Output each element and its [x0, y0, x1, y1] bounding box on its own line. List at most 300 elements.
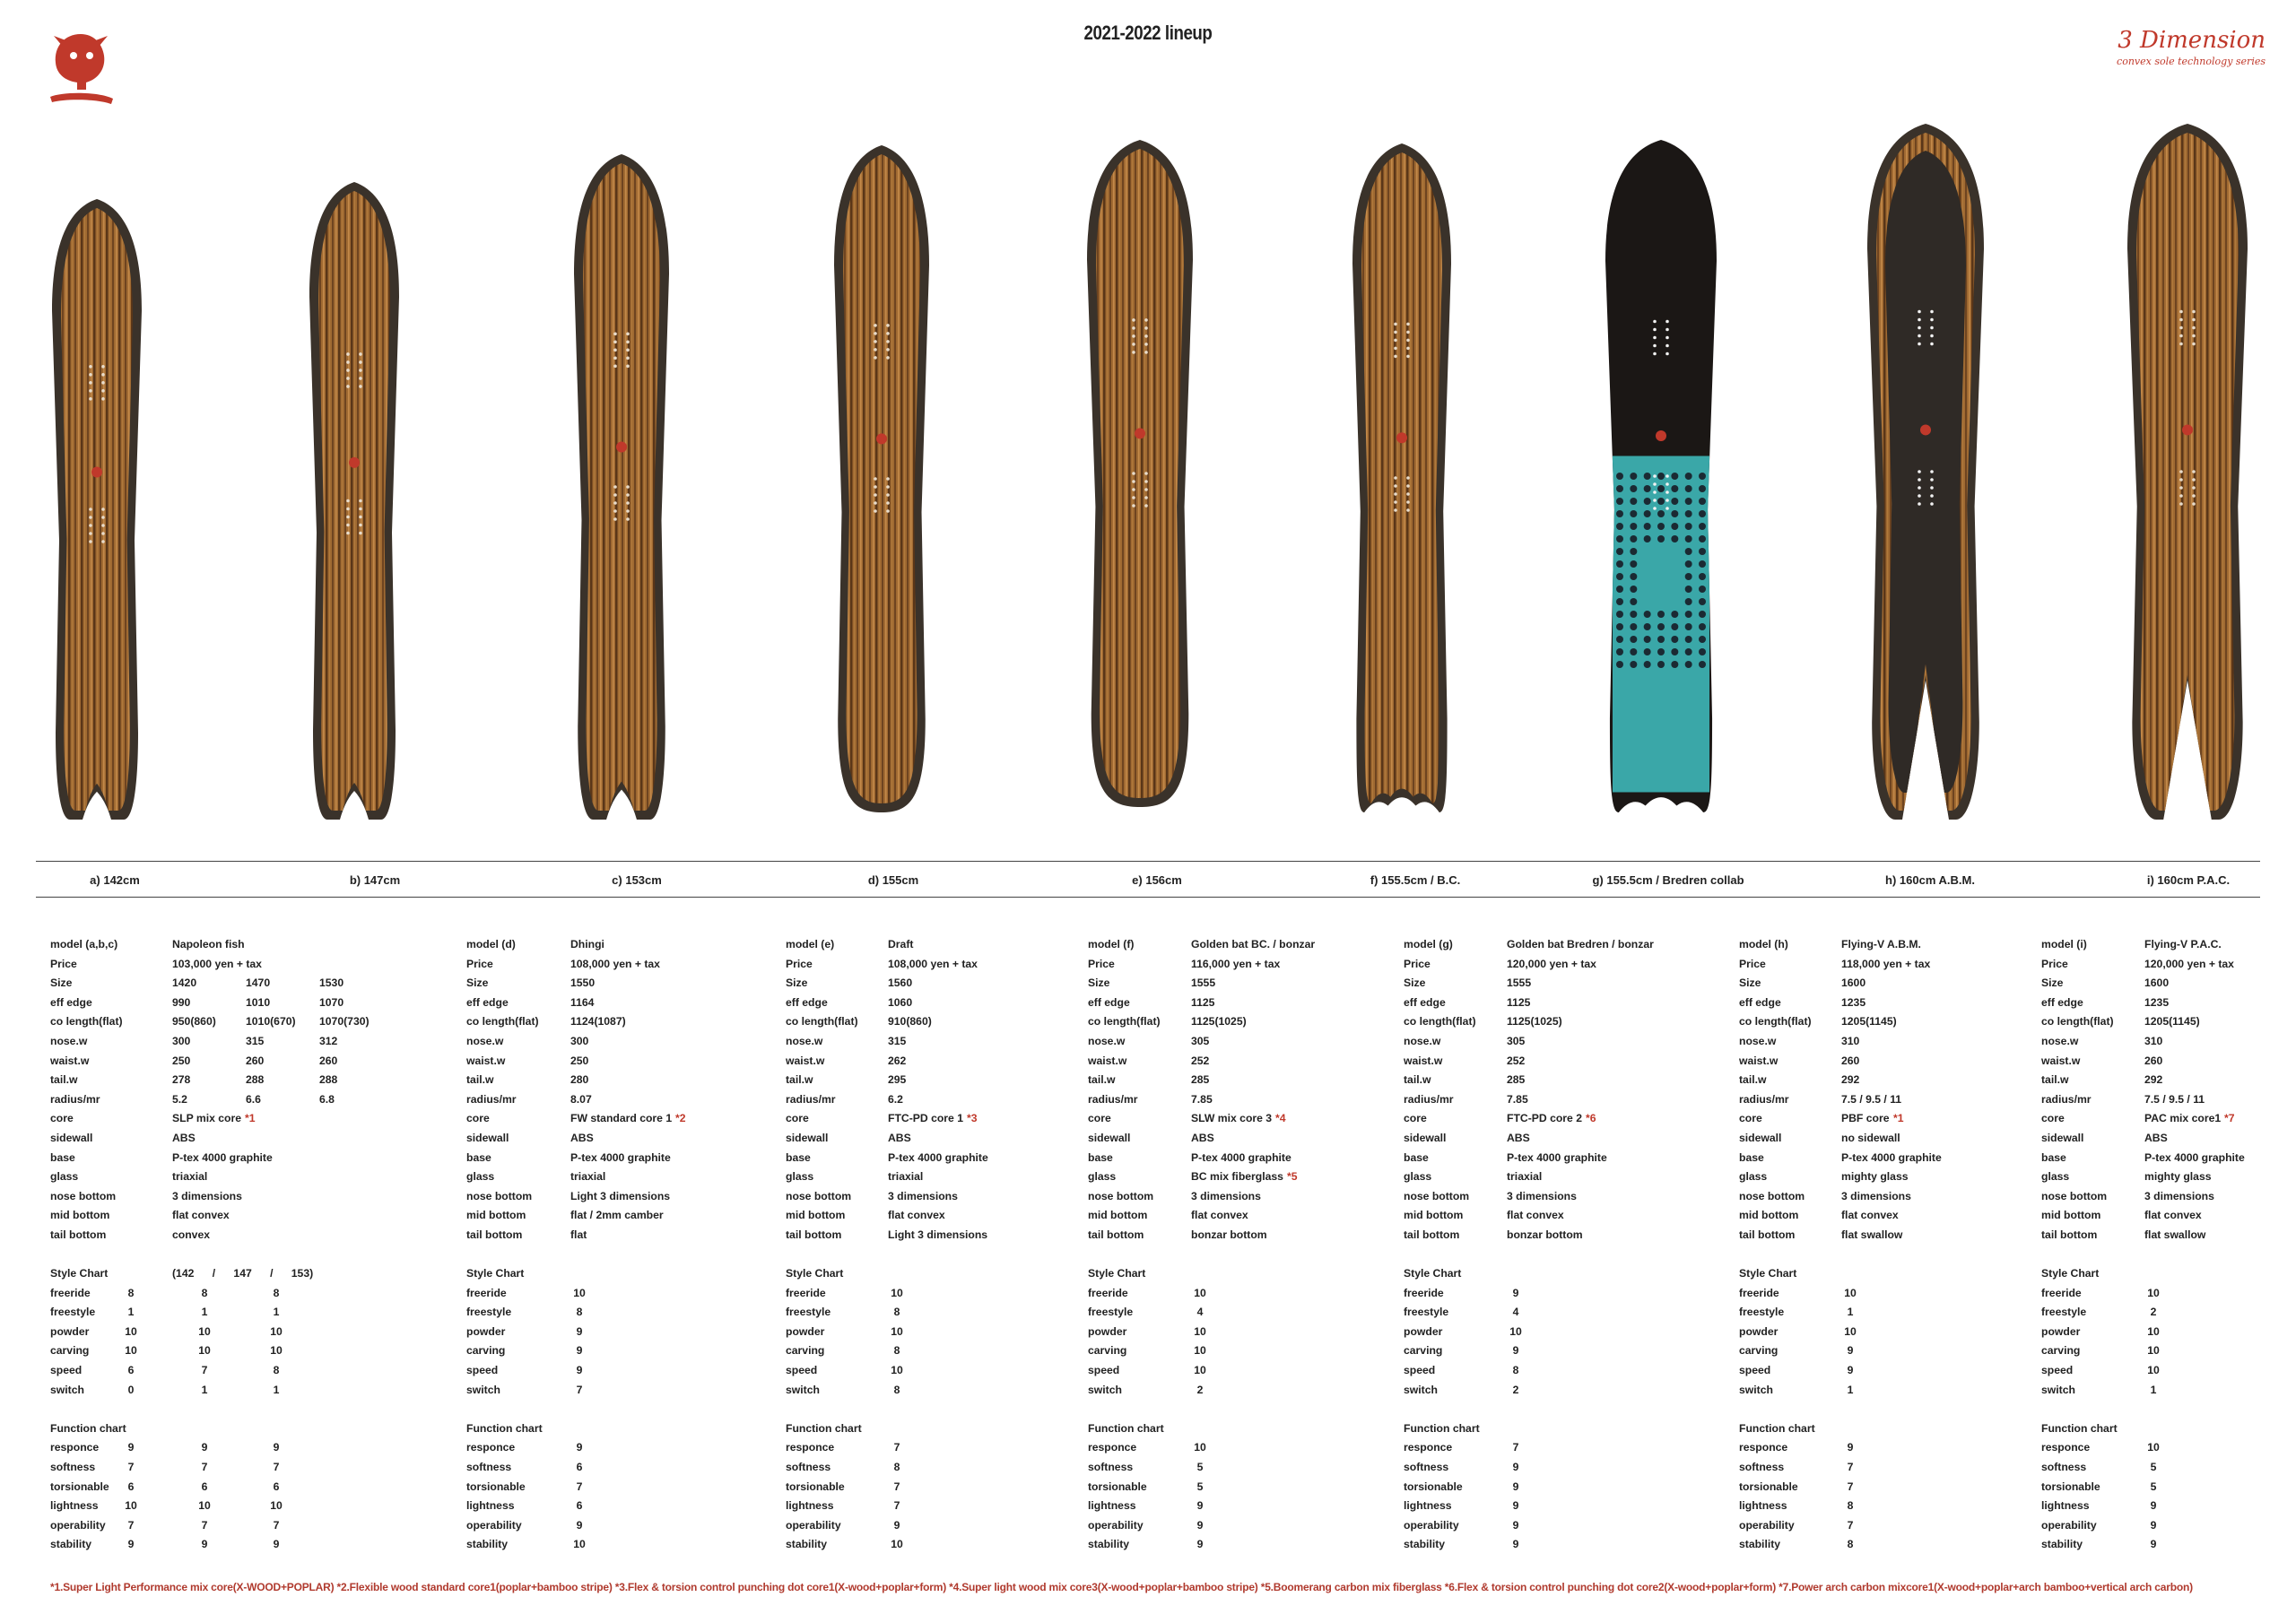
function-row	[50, 1516, 409, 1536]
chart-key: carving	[1404, 1344, 1443, 1358]
spec-row	[1088, 955, 1357, 975]
spec-row	[466, 1187, 735, 1207]
chart-value: 1	[1847, 1383, 1854, 1396]
chart-value: 10	[2147, 1364, 2160, 1377]
style-row	[1739, 1341, 2008, 1361]
spec-key: glass	[50, 1170, 79, 1184]
model-name: Dhingi	[570, 938, 604, 950]
spec-value: 6.2	[888, 1092, 903, 1106]
spec-row	[786, 1090, 1055, 1110]
chart-key: freestyle	[1739, 1306, 1785, 1319]
spec-key: nose.w	[1739, 1034, 1777, 1047]
chart-value: 10	[1194, 1324, 1206, 1338]
spec-value: 1010(670)	[246, 1015, 296, 1028]
function-row	[1088, 1438, 1357, 1458]
chart-key: freestyle	[2041, 1306, 2087, 1319]
spec-value: flat convex	[1841, 1209, 1899, 1222]
spec-value: PBF core	[1841, 1112, 1890, 1125]
chart-value: 10	[891, 1324, 903, 1338]
chart-key: torsionable	[786, 1480, 845, 1493]
snowboard-f	[1352, 143, 1451, 812]
spec-value: 1205(1145)	[1841, 1015, 1897, 1028]
chart-value: 9	[576, 1441, 583, 1454]
function-row	[50, 1458, 409, 1478]
model-label: model (g)	[1404, 938, 1453, 950]
spec-key: co length(flat)	[50, 1015, 123, 1028]
chart-value: 7	[201, 1364, 208, 1377]
chart-key: freestyle	[466, 1306, 512, 1319]
spec-row	[50, 1012, 409, 1032]
chart-value: 9	[1196, 1518, 1204, 1532]
chart-value: 5	[1196, 1480, 1204, 1493]
style-row	[786, 1361, 1055, 1381]
function-chart-title: Function chart	[1088, 1421, 1164, 1435]
spec-row	[1088, 1206, 1357, 1226]
snowboard-i	[2127, 124, 2248, 820]
spec-key: eff edge	[786, 995, 828, 1009]
spec-row	[786, 1187, 1055, 1207]
chart-key: lightness	[1088, 1499, 1136, 1513]
spec-row	[1088, 1187, 1357, 1207]
spec-row	[1404, 955, 1673, 975]
function-chart-title: Function chart	[50, 1421, 126, 1435]
spec-key: nose bottom	[1739, 1189, 1805, 1202]
divider-bottom	[36, 897, 2260, 898]
spec-column	[2041, 935, 2296, 1555]
chart-key: freeride	[2041, 1286, 2082, 1299]
snowboard-b	[309, 182, 399, 820]
chart-value: 10	[198, 1324, 211, 1338]
model-label: model (h)	[1739, 938, 1788, 950]
spec-value: P-tex 4000 graphite	[570, 1150, 671, 1164]
spec-value: 315	[246, 1034, 265, 1047]
spec-key: mid bottom	[786, 1209, 846, 1222]
spec-row	[1739, 1071, 2008, 1090]
chart-value: 10	[1194, 1441, 1206, 1454]
function-row	[786, 1438, 1055, 1458]
spec-value: SLP mix core	[172, 1112, 241, 1125]
spec-value: mighty glass	[1841, 1170, 1909, 1184]
chart-key: lightness	[2041, 1499, 2090, 1513]
spec-row	[1739, 1012, 2008, 1032]
chart-key: switch	[1088, 1383, 1122, 1396]
spec-key: radius/mr	[1404, 1092, 1454, 1106]
spec-value: 292	[2144, 1073, 2163, 1087]
chart-value: 1	[1847, 1306, 1854, 1319]
snowboard-e	[1087, 140, 1193, 807]
spec-value: 305	[1507, 1034, 1526, 1047]
spec-key: radius/mr	[1739, 1092, 1789, 1106]
chart-value: 8	[273, 1286, 280, 1299]
spec-value: 3 dimensions	[1507, 1189, 1577, 1202]
footnote-ref: *1	[245, 1112, 256, 1125]
style-chart-header	[1739, 1264, 2008, 1284]
spec-row	[1739, 1090, 2008, 1110]
spec-row	[786, 1149, 1055, 1168]
function-row	[1739, 1458, 2008, 1478]
spec-value: 1530	[319, 976, 344, 990]
chart-value: 7	[893, 1441, 900, 1454]
function-row	[1404, 1458, 1673, 1478]
spec-key: co length(flat)	[2041, 1015, 2114, 1028]
spec-row	[786, 955, 1055, 975]
chart-key: torsionable	[2041, 1480, 2100, 1493]
spec-value: 260	[2144, 1054, 2163, 1067]
chart-value: 8	[273, 1364, 280, 1377]
chart-key: freestyle	[50, 1306, 96, 1319]
spec-value: 3 dimensions	[2144, 1189, 2214, 1202]
snowboard-h	[1867, 124, 1984, 820]
chart-key: switch	[1404, 1383, 1438, 1396]
function-row	[1739, 1438, 2008, 1458]
chart-key: freestyle	[786, 1306, 831, 1319]
chart-key: freeride	[466, 1286, 507, 1299]
spec-row	[50, 994, 409, 1013]
chart-value: 10	[1194, 1286, 1206, 1299]
spec-row	[786, 974, 1055, 994]
function-row	[1739, 1516, 2008, 1536]
divider-top	[36, 861, 2260, 862]
chart-value: 0	[127, 1383, 135, 1396]
spec-key: core	[1404, 1112, 1427, 1125]
spec-row	[50, 1206, 409, 1226]
chart-key: softness	[1404, 1461, 1449, 1474]
spec-key: mid bottom	[1088, 1209, 1148, 1222]
spec-key: radius/mr	[2041, 1092, 2092, 1106]
spec-key: waist.w	[2041, 1054, 2081, 1067]
chart-key: carving	[466, 1344, 506, 1358]
chart-key: operability	[1404, 1518, 1459, 1532]
spec-row	[2041, 1071, 2296, 1090]
spec-row	[50, 1129, 409, 1149]
style-chart-title: Style Chart	[1088, 1267, 1146, 1280]
chart-key: softness	[1739, 1461, 1785, 1474]
chart-value: 5	[1196, 1461, 1204, 1474]
spec-value: 250	[172, 1054, 191, 1067]
style-row	[2041, 1303, 2296, 1323]
spec-value: 288	[319, 1073, 338, 1087]
spec-row	[1088, 1071, 1357, 1090]
chart-key: stability	[50, 1538, 92, 1551]
chart-value: 10	[198, 1344, 211, 1358]
chart-key: lightness	[50, 1499, 99, 1513]
spec-key: nose.w	[1404, 1034, 1441, 1047]
style-row	[466, 1381, 735, 1401]
spec-row	[786, 1226, 1055, 1245]
spec-key: sidewall	[2041, 1131, 2084, 1144]
size-label: h) 160cm A.B.M.	[1885, 873, 1975, 887]
spec-row	[1404, 1187, 1673, 1207]
spec-key: co length(flat)	[1404, 1015, 1476, 1028]
spec-value: 310	[1841, 1034, 1860, 1047]
snowboard-c	[574, 154, 669, 820]
spec-key: eff edge	[2041, 995, 2083, 1009]
chart-key: freeride	[1404, 1286, 1444, 1299]
style-chart-title: Style Chart	[2041, 1267, 2100, 1280]
chart-value: 5	[2150, 1461, 2157, 1474]
spec-value: mighty glass	[2144, 1170, 2212, 1184]
spec-value: 1235	[2144, 995, 2170, 1009]
spec-row	[466, 1167, 735, 1187]
spec-row	[1739, 1226, 2008, 1245]
spec-value: 103,000 yen + tax	[172, 957, 262, 970]
chart-key: responce	[1404, 1441, 1453, 1454]
spec-row	[466, 1032, 735, 1052]
spec-value: 3 dimensions	[172, 1189, 242, 1202]
spec-value: 1555	[1191, 976, 1216, 990]
function-row	[1088, 1497, 1357, 1516]
style-row	[50, 1284, 409, 1304]
spec-value: 288	[246, 1073, 265, 1087]
spec-row	[786, 1167, 1055, 1187]
spec-value: bonzar bottom	[1191, 1228, 1267, 1241]
chart-value: 7	[273, 1518, 280, 1532]
style-chart-title: Style Chart	[466, 1267, 525, 1280]
spec-value: 260	[319, 1054, 338, 1067]
spec-row	[466, 1129, 735, 1149]
chart-value: 10	[270, 1324, 283, 1338]
spec-key: co length(flat)	[466, 1015, 539, 1028]
chart-key: freeride	[1088, 1286, 1128, 1299]
model-name: Flying-V P.A.C.	[2144, 938, 2222, 950]
spec-key: nose bottom	[1404, 1189, 1470, 1202]
spec-value: ABS	[172, 1131, 196, 1144]
chart-value: 7	[1847, 1518, 1854, 1532]
chart-value: 9	[1512, 1344, 1519, 1358]
spec-value: 260	[246, 1054, 265, 1067]
style-row	[1739, 1323, 2008, 1342]
style-row	[1404, 1303, 1673, 1323]
style-row	[50, 1381, 409, 1401]
function-row	[2041, 1478, 2296, 1497]
spec-value: 950(860)	[172, 1015, 216, 1028]
chart-value: 1	[273, 1306, 280, 1319]
chart-key: softness	[2041, 1461, 2087, 1474]
chart-value: 6	[127, 1364, 135, 1377]
chart-value: 7	[1512, 1441, 1519, 1454]
spec-key: base	[1088, 1150, 1113, 1164]
spec-value: FTC-PD core 2	[1507, 1112, 1582, 1125]
spec-value: P-tex 4000 graphite	[2144, 1150, 2245, 1164]
spec-key: Price	[2041, 957, 2068, 970]
chart-key: switch	[1739, 1383, 1773, 1396]
spec-row	[1404, 1167, 1673, 1187]
spec-column	[1088, 935, 1357, 1555]
model-header	[1739, 935, 2008, 955]
style-row	[786, 1323, 1055, 1342]
chart-key: torsionable	[50, 1480, 109, 1493]
chart-value: 9	[1847, 1364, 1854, 1377]
spec-value: 1560	[888, 976, 913, 990]
chart-key: torsionable	[466, 1480, 526, 1493]
spec-key: sidewall	[1739, 1131, 1782, 1144]
model-header	[786, 935, 1055, 955]
spec-value: 260	[1841, 1054, 1860, 1067]
function-chart-header	[1739, 1419, 2008, 1439]
spec-value: 315	[888, 1034, 907, 1047]
style-row	[1088, 1303, 1357, 1323]
style-row	[2041, 1284, 2296, 1304]
function-chart-title: Function chart	[1404, 1421, 1480, 1435]
function-row	[466, 1516, 735, 1536]
spec-row	[786, 1206, 1055, 1226]
snowboard-g	[1605, 140, 1717, 812]
spec-value: 300	[172, 1034, 191, 1047]
chart-key: freeride	[50, 1286, 91, 1299]
spec-key: Size	[2041, 976, 2064, 990]
spec-key: Size	[50, 976, 73, 990]
spec-row	[50, 955, 409, 975]
spec-value: 292	[1841, 1073, 1860, 1087]
chart-value: 10	[270, 1344, 283, 1358]
spec-key: radius/mr	[786, 1092, 836, 1106]
chart-key: operability	[466, 1518, 522, 1532]
spec-key: base	[2041, 1150, 2066, 1164]
function-row	[466, 1478, 735, 1497]
spec-value: 1125	[1191, 995, 1215, 1009]
spec-value: 300	[570, 1034, 589, 1047]
chart-value: 1	[273, 1383, 280, 1396]
spec-value: PAC mix core1	[2144, 1112, 2222, 1125]
style-row	[1739, 1284, 2008, 1304]
spec-key: glass	[1404, 1170, 1432, 1184]
chart-value: 9	[1512, 1480, 1519, 1493]
chart-value: 7	[127, 1518, 135, 1532]
spec-value: 990	[172, 995, 191, 1009]
spec-row	[466, 1109, 735, 1129]
chart-value: 8	[201, 1286, 208, 1299]
chart-key: responce	[1739, 1441, 1788, 1454]
spec-key: mid bottom	[50, 1209, 110, 1222]
function-row	[466, 1497, 735, 1516]
chart-key: stability	[1739, 1538, 1781, 1551]
chart-key: stability	[1404, 1538, 1446, 1551]
function-row	[786, 1535, 1055, 1555]
spec-column	[466, 935, 735, 1555]
style-chart-header	[466, 1264, 735, 1284]
spec-column	[786, 935, 1055, 1555]
spec-row	[1739, 1187, 2008, 1207]
spec-value: 252	[1507, 1054, 1526, 1067]
chart-value: 9	[576, 1344, 583, 1358]
spec-key: tail.w	[50, 1073, 78, 1087]
function-chart-title: Function chart	[786, 1421, 862, 1435]
spec-row	[1739, 1206, 2008, 1226]
style-chart-header	[1404, 1264, 1673, 1284]
footnote-ref: *2	[675, 1112, 686, 1125]
style-chart-header	[1088, 1264, 1357, 1284]
style-row	[1404, 1341, 1673, 1361]
spec-key: core	[466, 1112, 490, 1125]
spec-value: 6.6	[246, 1092, 261, 1106]
style-row	[1088, 1323, 1357, 1342]
chart-value: 10	[1194, 1364, 1206, 1377]
spec-row	[786, 1071, 1055, 1090]
spec-value: 1070(730)	[319, 1015, 370, 1028]
spec-row	[2041, 1226, 2296, 1245]
spec-value: 280	[570, 1073, 589, 1087]
function-row	[50, 1535, 409, 1555]
function-row	[786, 1497, 1055, 1516]
spec-value: 1124(1087)	[570, 1015, 626, 1028]
spec-key: eff edge	[1739, 995, 1781, 1009]
spec-value: 285	[1507, 1073, 1526, 1087]
spec-key: nose.w	[2041, 1034, 2079, 1047]
spec-key: mid bottom	[1404, 1209, 1464, 1222]
chart-value: 7	[893, 1499, 900, 1513]
chart-key: speed	[1088, 1364, 1120, 1377]
spec-key: Price	[786, 957, 813, 970]
spec-value: 7.85	[1191, 1092, 1213, 1106]
style-chart-title: Style Chart	[786, 1267, 844, 1280]
spec-key: nose bottom	[1088, 1189, 1154, 1202]
spec-value: 120,000 yen + tax	[1507, 957, 1596, 970]
spec-row	[2041, 1032, 2296, 1052]
chart-key: powder	[2041, 1324, 2081, 1338]
spec-value: 285	[1191, 1073, 1210, 1087]
spec-value: BC mix fiberglass	[1191, 1170, 1283, 1184]
spec-value: 108,000 yen + tax	[888, 957, 978, 970]
chart-value: 10	[2147, 1344, 2160, 1358]
chart-value: 10	[1194, 1344, 1206, 1358]
spec-value: 1125(1025)	[1191, 1015, 1247, 1028]
spec-row	[1404, 1149, 1673, 1168]
footnote-ref: *1	[1893, 1112, 1904, 1125]
spec-value: P-tex 4000 graphite	[1841, 1150, 1942, 1164]
spec-row	[1404, 1109, 1673, 1129]
spec-row	[1088, 994, 1357, 1013]
function-row	[1088, 1516, 1357, 1536]
size-label: f) 155.5cm / B.C.	[1370, 873, 1461, 887]
page-title: 2021-2022 lineup	[1083, 22, 1213, 44]
chart-key: operability	[1739, 1518, 1795, 1532]
model-name: Golden bat BC. / bonzar	[1191, 938, 1316, 950]
spec-value: 250	[570, 1054, 589, 1067]
spec-key: eff edge	[1404, 995, 1446, 1009]
chart-key: operability	[50, 1518, 106, 1532]
spec-value: 1600	[1841, 976, 1866, 990]
spec-row	[1088, 1167, 1357, 1187]
spec-value: 3 dimensions	[1191, 1189, 1261, 1202]
spec-value: 1125(1025)	[1507, 1015, 1562, 1028]
style-chart-header	[50, 1264, 409, 1284]
spec-key: mid bottom	[466, 1209, 526, 1222]
chart-value: 10	[891, 1538, 903, 1551]
chart-value: 2	[2150, 1306, 2157, 1319]
chart-value: 9	[1196, 1538, 1204, 1551]
model-name: Golden bat Bredren / bonzar	[1507, 938, 1654, 950]
spec-row	[1739, 1129, 2008, 1149]
spec-row	[50, 1109, 409, 1129]
spec-key: tail bottom	[1088, 1228, 1144, 1241]
spec-value: 1420	[172, 976, 197, 990]
spec-value: P-tex 4000 graphite	[888, 1150, 988, 1164]
chart-value: 7	[893, 1480, 900, 1493]
spec-value: bonzar bottom	[1507, 1228, 1583, 1241]
spec-row	[1404, 1032, 1673, 1052]
chart-value: 9	[576, 1518, 583, 1532]
style-row	[1404, 1284, 1673, 1304]
model-label: model (d)	[466, 938, 516, 950]
style-chart-title: Style Chart	[1404, 1267, 1462, 1280]
spec-row	[466, 1206, 735, 1226]
spec-key: mid bottom	[2041, 1209, 2101, 1222]
spec-row	[1088, 1109, 1357, 1129]
chart-key: lightness	[466, 1499, 515, 1513]
spec-value: 310	[2144, 1034, 2163, 1047]
spec-key: tail bottom	[2041, 1228, 2098, 1241]
function-row	[2041, 1516, 2296, 1536]
